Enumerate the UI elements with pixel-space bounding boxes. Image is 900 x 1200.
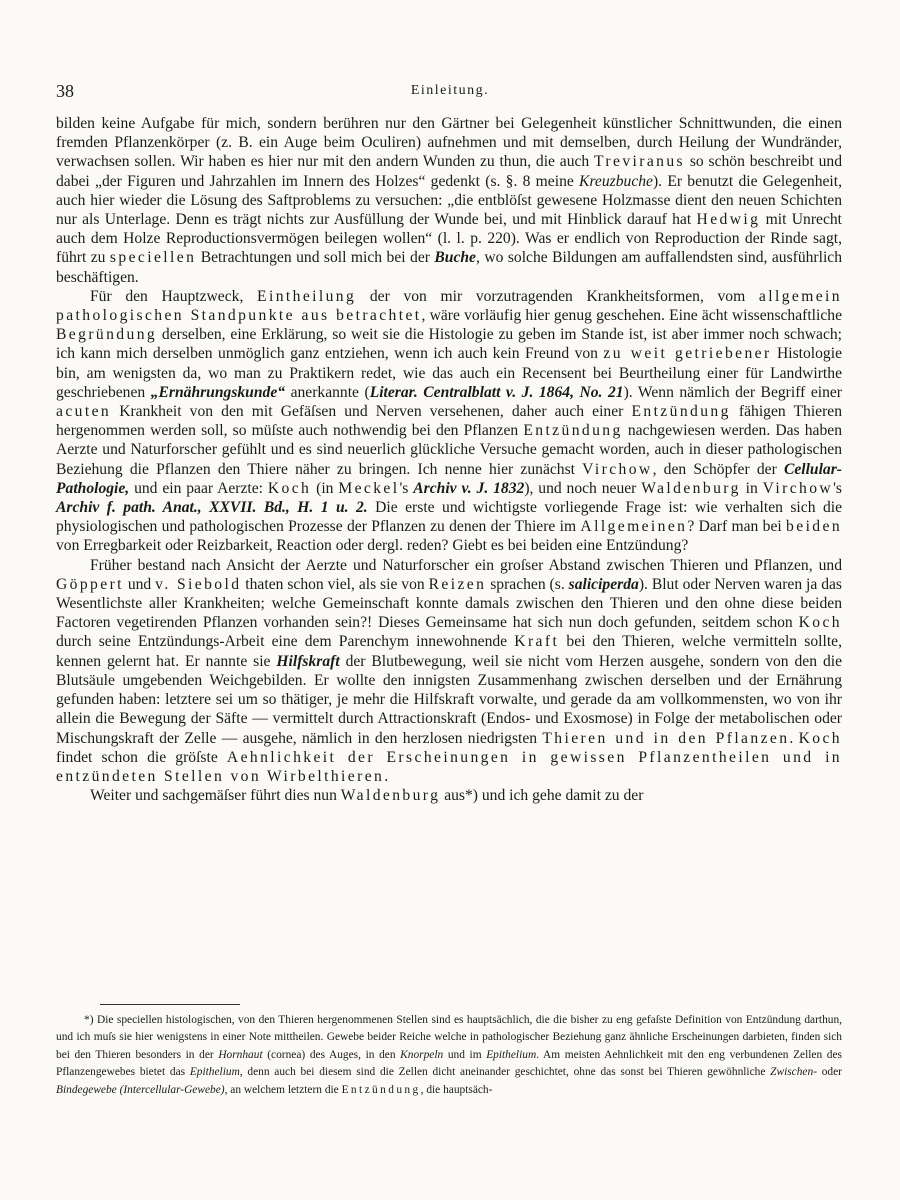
paragraph-3: Früher bestand nach Ansicht der Aerzte und Naturforscher ein groſser Abstand zwischen Thieren und Pflanzen, und Göppert und v. Siebold thaten schon viel, als sie von Reizen sprachen (s. saliciperda). Blut oder Nerven waren ja das Wesentlichste aller Krankheiten; welche Gemeinschaft konnte damals zwischen den Thieren und den ohne diese beiden Factoren vegetirenden Pflanzen vorhanden sein?! Dieses Gemeinsame hat sich nun doch gefunden, seitdem schon Koch durch seine Entzündungs-Arbeit eine dem Parenchym innewohnende Kraft bei den Thieren, welche vermitteln sollte, kennen gelernt hat. Er nannte sie Hilfskraft der Blutbewegung, weil sie nicht vom Herzen ausgehe, sondern von den die Blutsäule umgebenden Weichgebilden. Er wollte den innigsten Zusammenhang zwischen derselben und der Ernährung gefunden haben: letztere sei um so thätiger, je mehr die Hilfskraft vorwalte, und gerade da am vollkommensten, wo von ihr allein die Bewegung der Säfte — vermittelt durch Attractionskraft (Endos- und Exosmose) in Folge der metabolischen oder Mischungskraft der Zelle — ausgehe, nämlich in den herzlosen niedrigsten Thieren und in den Pflanzen. Koch findet schon die gröſste Aehnlichkeit der Erscheinungen in gewissen Pflanzentheilen und in entzündeten Stellen von Wirbelthieren. [56, 556, 843, 785]
footnote-divider [100, 1004, 240, 1005]
footnote: *) Die speciellen histologischen, von den Thieren hergenommenen Stellen sind es hauptsächlich, die die bisher zu eng gefaſste Definition von Entzündung darthun, und ich muſs sie hier wenigstens in einer Note mittheilen. Gewebe beider Reiche welche in pathologischer Beziehung ganz ähnliche Erscheinungen darbieten, finden sich bei den Thieren besonders in der Hornhaut (cornea) des Auges, in den Knorpeln und im Epithelium. Am meisten Aehnlichkeit mit den eng verbundenen Zellen des Pflanzengewebes bietet das Epithelium, denn auch bei diesem sind die Zellen dicht aneinander geschichtet, ohne das sonst bei Thieren gewöhnliche Zwischen- oder Bindegewebe (Intercellular-Gewebe), an welchem letztern die Entzündung, die hauptsäch- [56, 1014, 842, 1096]
paragraph-4: Weiter und sachgemäſser führt dies nun Waldenburg aus*) und ich gehe damit zu der [90, 787, 644, 805]
paragraph-2: Für den Hauptzweck, Eintheilung der von mir vorzutragenden Krankheitsformen, vom allgemein pathologischen Standpunkte aus betrachtet, wäre vorläufig hier genug geschehen. Eine ächt wissenschaftliche Begründung derselben, eine Erklärung, so weit sie die Histologie zu geben im Stande ist, ist aber immer noch schwach; ich kann mich derselben unmöglich ganz entziehen, wenn ich auch kein Freund von zu weit getriebener Histologie bin, am wenigsten da, wo man zu Praktikern redet, wie das auch ein Recensent bei Beurtheilung einer für Landwirthe geschriebenen „Ernährungskunde“ anerkannte (Literar. Centralblatt v. J. 1864, No. 21). Wenn nämlich der Begriff einer acuten Krankheit von den mit Gefäſsen und Nerven versehenen, daher auch einer Entzündung fähigen Thieren hergenommen werden soll, so müſste auch nothwendig bei den Pflanzen Entzündung nachgewiesen werden. Das haben Aerzte und Naturforscher gefühlt und es sind neuerlich glückliche Versuche gemacht worden, auch in dieser pathologischen Beziehung die Pflanzen den Thiere näher zu bringen. Ich nenne hier zunächst Virchow, den Schöpfer der Cellular-Pathologie, und ein paar Aerzte: Koch (in Meckel's Archiv v. J. 1832), und noch neuer Waldenburg in Virchow's Archiv f. path. Anat., XXVII. Bd., H. 1 u. 2. Die erste und wichtigste vorliegende Frage ist: wie verhalten sich die physiologischen und pathologischen Prozesse der Pflanzen zu denen der Thiere im Allgemeinen? Darf man bei beiden von Erregbarkeit oder Reizbarkeit, Reaction oder dergl. reden? Giebt es bei beiden eine Entzündung? [56, 287, 843, 555]
main-text [56, 114, 842, 805]
page-number: 38 [56, 81, 74, 101]
paragraph-1: bilden keine Aufgabe für mich, sondern berühren nur den Gärtner bei Gelegenheit künstlicher Schnittwunden, die einen fremden Pflanzenkörper (z. B. ein Auge beim Oculiren) aufnehmen und mit demselben, durch Heilung der Wundränder, verwachsen sollen. Wir haben es hier nur mit den andern Wunden zu thun, die auch Treviranus so schön beschreibt und dabei „der Figuren und Jahrzahlen im Innern des Holzes“ gedenkt (s. §. 8 meine Kreuzbuche). Er benutzt die Gelegenheit, auch hier wieder die Lösung des Saftproblems zu versuchen: „die entblöſst gewesene Holzmasse dient den neuen Schichten nur als Unterlage. Denn es trägt nichts zur Ausfüllung der Wunde bei, und mit Hinblick darauf hat Hedwig mit Unrecht auch dem Holze Reproductionsvermögen beilegen wollen“ (l. l. p. 220). Was er endlich von Reproduction der Rinde sagt, führt zu speciellen Betrachtungen und soll mich bei der Buche, wo solche Bildungen am auffallendsten sind, ausführlich beschäftigen. [56, 115, 843, 286]
running-head: Einleitung. [410, 83, 490, 98]
